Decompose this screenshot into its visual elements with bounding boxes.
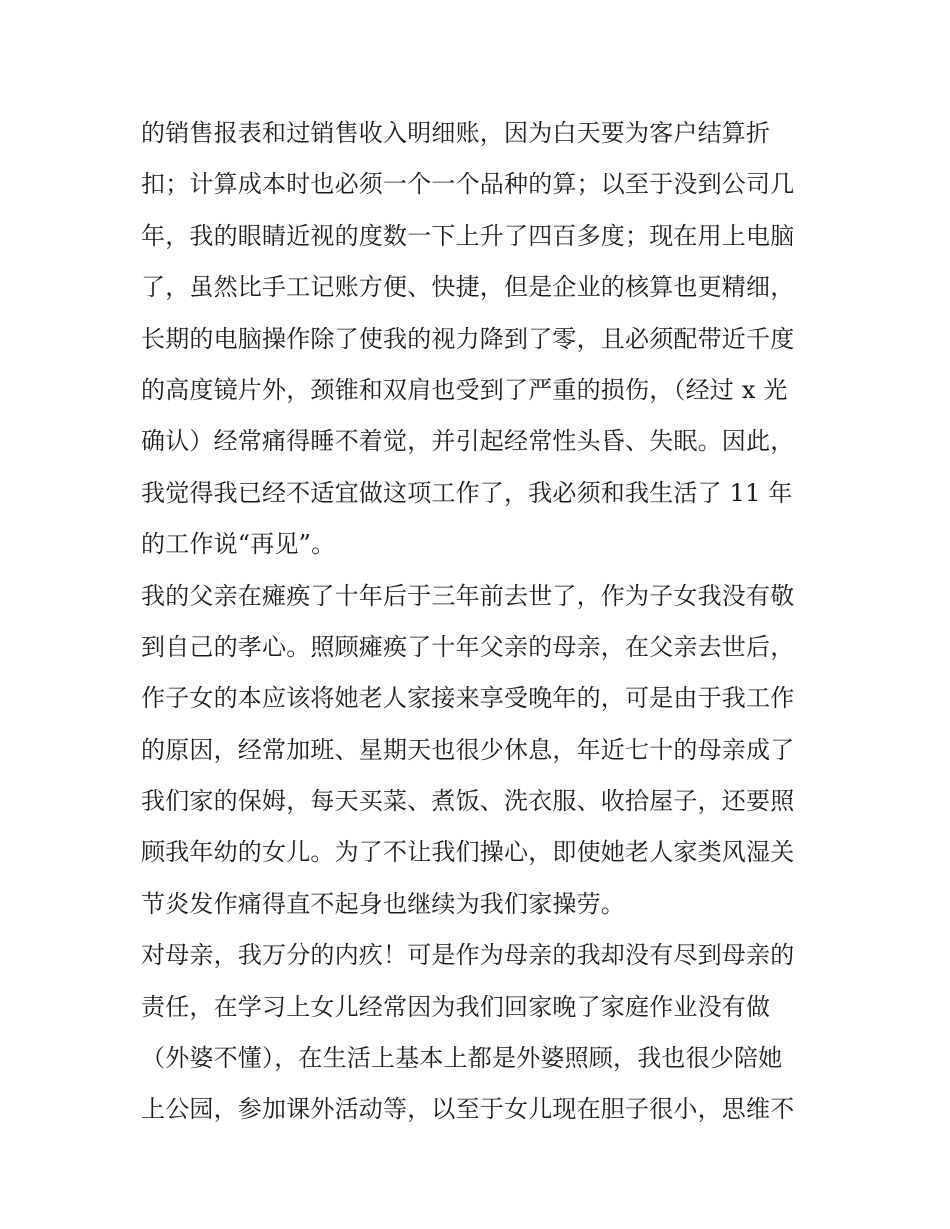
text-line: 责任，在学习上女儿经常因为我们回家晚了家庭作业没有做 [141, 992, 771, 1021]
text-line: （外婆不懂），在生活上基本上都是外婆照顾，我也很少陪她 [141, 1044, 783, 1073]
text-line: 的原因，经常加班、星期天也很少休息，年近七十的母亲成了 [141, 735, 795, 764]
text-line: 的工作说“再见”。 [141, 530, 336, 559]
text-line: 我们家的保姆，每天买菜、煮饭、洗衣服、收拾屋子，还要照 [141, 787, 795, 816]
text-line: 的高度镜片外，颈锥和双肩也受到了严重的损伤，（经过 x 光 [141, 375, 788, 404]
document-body [141, 108, 821, 1136]
text-line: 对母亲，我万分的内疚！可是作为母亲的我却没有尽到母亲的 [141, 941, 795, 970]
text-line: 节炎发作痛得直不起身也继续为我们家操劳。 [141, 889, 625, 918]
text-line: 了，虽然比手工记账方便、快捷，但是企业的核算也更精细， [141, 273, 795, 302]
text-line: 长期的电脑操作除了使我的视力降到了零，且必须配带近千度 [141, 324, 795, 353]
text-line: 的销售报表和过销售收入明细账，因为白天要为客户结算折 [141, 119, 771, 147]
text-line: 年，我的眼睛近视的度数一下上升了四百多度；现在用上电脑 [141, 221, 795, 250]
text-line: 顾我年幼的女儿。为了不让我们操心，即使她老人家类风湿关 [141, 838, 795, 867]
text-line: 我的父亲在瘫痪了十年后于三年前去世了，作为子女我没有敬 [141, 581, 795, 610]
text-line: 上公园，参加课外活动等，以至于女儿现在胆子很小，思维不 [141, 1095, 795, 1124]
text-line: 到自己的孝心。照顾瘫痪了十年父亲的母亲，在父亲去世后， [141, 632, 795, 661]
text-line: 作子女的本应该将她老人家接来享受晚年的，可是由于我工作 [141, 684, 795, 713]
text-line: 确认）经常痛得睡不着觉，并引起经常性头昏、失眠。因此， [141, 427, 795, 456]
text-line: 我觉得我已经不适宜做这项工作了，我必须和我生活了 11 年 [141, 478, 793, 507]
text-line: 扣；计算成本时也必须一个一个品种的算；以至于没到公司几 [141, 170, 795, 199]
